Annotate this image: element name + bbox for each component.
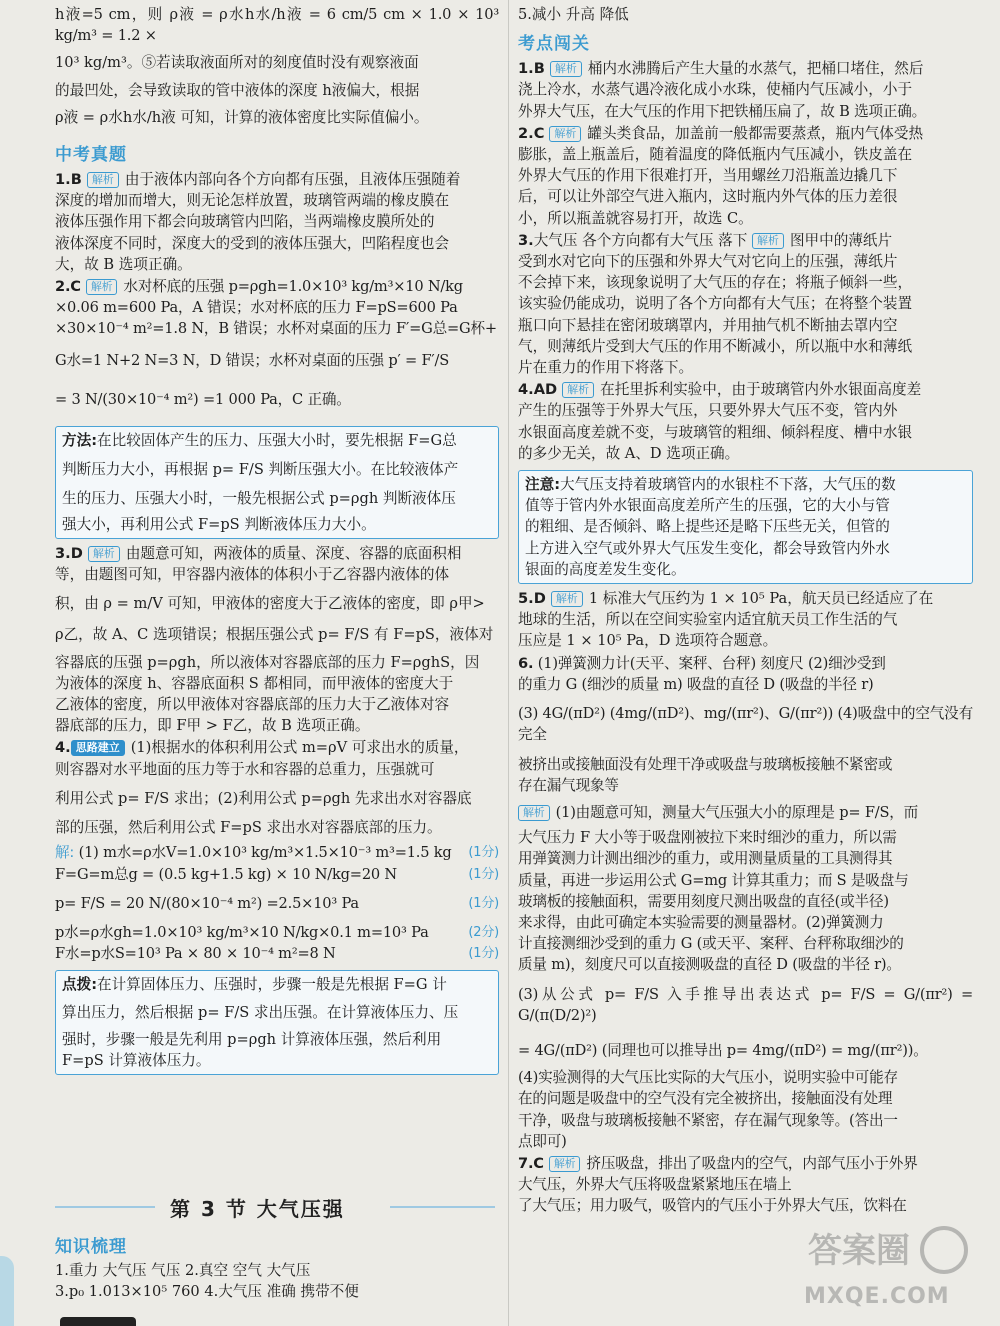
analysis-line: 等，由题图可知，甲容器内液体的体积小于乙容器内液体的体 [55,566,450,584]
question-2 [518,123,973,229]
box-heading: 注意: [525,476,561,494]
chapter-rule-right [390,1206,495,1208]
left-column [55,4,499,1079]
analysis-tag: 解析 [551,591,583,607]
analysis-line: 玻璃板的接触面积，需要用刻度尺测出吸盘的直径(或半径) [518,892,889,910]
question-6 [518,653,973,1152]
analysis-line: 外界大气压的作用下很难打开，当用螺丝刀沿瓶盖边撬几下 [518,167,898,185]
analysis-line: ρ乙，故 A、C 选项错误；根据压强公式 p= F/S 有 F=pS，液体对 [55,626,494,644]
analysis-line: 挤压吸盘，排出了吸盘内的空气，内部气压小于外界 [586,1154,918,1172]
analysis-line: 点即可) [518,1132,567,1150]
analysis-line: 地球的生活，所以在空间实验室内适宜航天员工作生活的气 [518,611,898,629]
analysis-line: 罐头类食品，加盖前一般都需要蒸煮，瓶内气体受热 [587,124,924,142]
watermark-site: MXQE.COM [804,1284,950,1309]
analysis-line: 压应是 1 × 10⁵ Pa，D 选项符合题意。 [518,632,778,650]
analysis-line: (3)从公式 p= F/S 入手推导出表达式 p= F/S = G/(πr²) = G/(π(D/2)²) [518,985,973,1024]
score-mark: (1分) [468,895,499,911]
analysis-line: 气，则薄纸片受到大气压的作用不断减小，所以瓶中水和薄纸 [518,337,913,355]
analysis-line: 为液体的深度 h、容器底面积 S 都相同，而甲液体的密度大于 [55,674,454,692]
analysis-line: 片在重力的作用下将落下。 [518,359,694,377]
analysis-line: 积，由 ρ = m/V 可知，甲液体的密度大于乙液体的密度，即 ρ甲> [55,595,485,613]
question-5 [518,588,973,652]
question-3 [518,230,973,378]
analysis-tag: 解析 [549,126,581,142]
analysis-line: 膨胀，盖上瓶盖后，随着温度的降低瓶内气压减小，铁皮盖在 [518,146,913,164]
question-4 [518,379,973,464]
answer-line: (3) 4G/(πD²) (4mg/(πD²)、mg/(πr²)、G/(πr²)) (4)吸盘中的空气没有完全 [518,705,973,744]
score-mark: (1分) [468,946,499,962]
analysis-tag: 解析 [88,546,120,562]
analysis-line: 了大气压；用力吸气，吸管内的气压小于外界大气压，饮料在 [518,1197,907,1215]
analysis-line: 器底部的压力，即 F甲 > F乙，故 B 选项正确。 [55,717,370,735]
analysis-line: 受到水对它向下的压强和外界大气对它向上的压强，薄纸片 [518,253,898,271]
solution-step: p水=ρ水gh=1.0×10³ kg/m³×10 N/kg×0.1 m=10³ Pa [55,923,429,941]
box-line: F=pS 计算液体压力。 [62,1051,211,1069]
box-line: 上方进入空气或外界大气压发生变化，都会导致管内外水 [525,539,890,557]
box-line: 算出压力，然后根据 p= F/S 求出压强。在计算液体压力、压 [62,1003,459,1021]
knowledge-line: 1.重力 大气压 气压 2.真空 空气 大气压 [55,1262,311,1279]
analysis-line: 用弹簧测力计测出细沙的重力，或用测量质量的工具测得其 [518,850,893,868]
analysis-line: 由于液体内部向各个方向都有压强，且液体压强随着 [124,171,461,189]
box-line: 判断压力大小，再根据 p= F/S 判断压强大小。在比较液体产 [62,461,459,479]
answer-key: 4.AD [518,381,558,399]
answer-key: 2.C [55,278,81,296]
watermark [804,1220,972,1312]
analysis-line: 大气压力 F 大小等于吸盘刚被拉下来时细沙的重力，所以需 [518,829,897,847]
analysis-line: 外界大气压，在大气压的作用下把铁桶压扁了，故 B 选项正确。 [518,102,927,120]
column-divider [508,0,509,1326]
question-3 [55,543,499,737]
box-heading: 点拨: [62,976,98,994]
analysis-line: 浇上冷水，水蒸气遇冷液化成小水珠，使桶内气压减小，小于 [518,81,913,99]
intro-line: h液=5 cm，则 ρ液 = ρ水h水/h液 = 6 cm/5 cm × 1.0 × 10³ kg/m³ = 1.2 × [55,6,499,45]
analysis-line: 在的问题是吸盘中的空气没有完全被挤出，接触面没有处理 [518,1090,893,1108]
analysis-line: 液体压强作用下都会向玻璃管内凹陷，当两端橡皮膜所处的 [55,213,435,231]
solution-step: F=G=m总g = (0.5 kg+1.5 kg) × 10 N/kg=20 N [55,865,397,883]
analysis-line: ×0.06 m=600 Pa，A 错误；水对杯底的压力 F=pS=600 Pa [55,299,458,317]
answer-key: 2.C [518,124,545,142]
analysis-tag: 解析 [752,233,784,249]
analysis-tag: 解析 [562,382,594,398]
watermark-text: 答案圈 [808,1231,910,1271]
analysis-line: 不会掉下来，该现象说明了大气压的存在；将瓶子倾斜一些， [518,274,913,292]
analysis-tag: 解析 [549,1156,581,1172]
answer-text: 大气压 各个方向都有大气压 落下 [533,231,748,249]
question-number: 6. [518,654,534,672]
analysis-line: 容器底的压强 p=ρgh，所以液体对容器底部的压力 F=ρghS，因 [55,653,480,671]
method-box [55,426,499,539]
box-line: 在计算固体压力、压强时，步骤一般是先根据 F=G 计 [97,976,447,994]
solution-step: (1) m水=ρ水V=1.0×10³ kg/m³×1.5×10⁻³ m³=1.5 kg [78,844,452,862]
tip-box [55,970,499,1075]
answer-line: 被挤出或接触面没有处理干净或吸盘与玻璃板接触不紧密或 [518,755,893,773]
analysis-line: 大气压，外界大气压将吸盘紧紧地压在墙上 [518,1176,792,1194]
analysis-line: 液体深度不同时，深度大的受到的液体压强大，凹陷程度也会 [55,234,450,252]
analysis-line: 后，可以让外部空气进入瓶内，这时瓶内外气体的压力差很 [518,188,898,206]
analysis-line: 水对杯底的压强 p=ρgh=1.0×10³ kg/m³×10 N/kg [123,278,463,296]
analysis-line: 质量，再进一步运用公式 G=mg 计算其重力；而 S 是吸盘与 [518,871,909,889]
analysis-line: 乙液体的密度，所以甲液体对容器底部的压力大于乙液体对容 [55,696,450,714]
analysis-line: 图甲中的薄纸片 [789,231,893,249]
page-edge-tab [0,1256,14,1326]
analysis-line: 在托里拆利实验中，由于玻璃管内外水银面高度差 [600,381,922,399]
chapter-rule-left [55,1206,155,1208]
knowledge-block [55,1234,499,1302]
analysis-tag: 解析 [86,279,118,295]
solution-step: F水=p水S=10³ Pa × 80 × 10⁻⁴ m²=8 N [55,945,336,963]
box-line: 生的压力、压强大小时，一般先根据公式 p=ρgh 判断液体压 [62,490,456,508]
question-7 [518,1153,973,1217]
analysis-line: 深度的增加而增大，则无论怎样放置，玻璃管两端的橡皮膜在 [55,192,450,210]
watermark-logo-icon [804,1220,972,1280]
answer-line: 的重力 G (细沙的质量 m) 吸盘的直径 D (吸盘的半径 r) [518,675,874,693]
analysis-line: 质量 m)，刻度尺可以直接测吸盘的直径 D (吸盘的半径 r)。 [518,956,901,974]
intro-block [55,4,499,128]
question-1 [518,58,973,122]
analysis-line: (1)由题意可知，测量大气压强大小的原理是 p= F/S，而 [555,803,919,821]
box-line: 强时，步骤一般是先利用 p=ρgh 计算液体压强，然后利用 [62,1030,442,1048]
section-heading-zhongkao: 中考真题 [55,145,127,166]
section-heading-knowledge: 知识梳理 [55,1237,127,1257]
analysis-line: 由题意可知，两液体的质量、深度、容器的底面积相 [125,544,462,562]
analysis-line: 桶内水沸腾后产生大量的水蒸气，把桶口堵住，然后 [587,60,924,78]
analysis-line: 1 标准大气压约为 1 × 10⁵ Pa，航天员已经适应了在 [588,590,934,608]
solution-label: 解: [55,844,75,862]
box-line: 的粗细、是否倾斜、略上提些还是略下压些无关，但管的 [525,518,890,536]
analysis-tag: 解析 [87,172,119,188]
analysis-line: 水银面高度差就不变，与玻璃管的粗细、倾斜程度、槽中水银 [518,423,913,441]
page-footer-bar [60,1317,136,1326]
section-heading-kaodian: 考点闯关 [518,34,590,55]
analysis-line: ×30×10⁻⁴ m²=1.8 N，B 错误；水杯对桌面的压力 F′=G总=G杯+ [55,320,497,338]
box-line: 大气压支持着玻璃管内的水银柱不下落，大气压的数 [560,476,896,494]
intro-line: ρ液 = ρ水h水/h液 可知，计算的液体密度比实际值偏小。 [55,108,429,126]
answer-key: 1.B [55,171,82,189]
knowledge-line: 3.p₀ 1.013×10⁵ 760 4.大气压 准确 携带不便 [55,1283,359,1301]
analysis-line: = 3 N/(30×10⁻⁴ m²) =1 000 Pa，C 正确。 [55,390,351,408]
thinking-tag: 思路建立 [71,740,125,756]
thinking-line: 则容器对水平地面的压力等于水和容器的总重力，压强就可 [55,760,435,778]
intro-line: 10³ kg/m³。⑤若读取液面所对的刻度值时没有观察液面 [55,54,419,72]
analysis-line: 瓶口向下悬挂在密闭玻璃罩内，并用抽气机不断抽去罩内空 [518,316,898,334]
answer-key: 5.D [518,590,546,608]
answer-line: 5.减小 升高 降低 [518,6,629,23]
intro-line: 的最凹处，会导致读取的管中液体的深度 h液偏大，根据 [55,81,420,99]
answer-key: 1.B [518,60,545,78]
question-1 [55,169,499,275]
analysis-line: 来求得，由此可确定本实验需要的测量器材。(2)弹簧测力 [518,913,884,931]
thinking-line: 部的压强，然后利用公式 F=pS 求出水对容器底部的压力。 [55,819,442,837]
answer-key: 3.D [55,544,83,562]
box-line: 在比较固体产生的压力、压强大小时，要先根据 F=G总 [97,432,457,450]
analysis-line: G水=1 N+2 N=3 N，D 错误；水杯对桌面的压强 p′ = F′/S [55,351,450,369]
analysis-tag: 解析 [550,61,582,77]
question-number: 3. [518,231,534,249]
solution-step: p= F/S = 20 N/(80×10⁻⁴ m²) =2.5×10³ Pa [55,894,359,912]
thinking-line: (1)根据水的体积利用公式 m=ρV 可求出水的质量， [130,739,469,757]
question-number: 4. [55,739,71,757]
thinking-line: 利用公式 p= F/S 求出；(2)利用公式 p=ρgh 先求出水对容器底 [55,789,472,807]
analysis-line: = 4G/(πD²) (同理也可以推导出 p= 4mg/(πD²) = mg/(πr²))。 [518,1041,928,1059]
note-box [518,470,973,584]
question-4 [55,737,499,964]
analysis-tag: 解析 [518,805,550,821]
analysis-line: 该实验仍能成功，说明了各个方向都有大气压；在将整个装置 [518,295,913,313]
answer-line: 存在漏气现象等 [518,776,619,794]
box-heading: 方法: [62,432,98,450]
question-2 [55,276,499,410]
answer-key: 7.C [518,1154,544,1172]
analysis-line: 小，所以瓶盖就容易打开，故选 C。 [518,209,753,227]
box-line: 值等于管内外水银面高度差所产生的压强，它的大小与管 [525,497,890,515]
score-mark: (1分) [468,845,499,861]
analysis-line: 计直接测细沙受到的重力 G (或天平、案秤、台秤称取细沙的 [518,935,904,953]
score-mark: (1分) [468,866,499,882]
box-line: 强大小，再利用公式 F=pS 判断液体压力大小。 [62,515,376,533]
analysis-line: 干净，吸盘与玻璃板接触不紧密，存在漏气现象等。(答出一 [518,1111,898,1129]
answer-line: (1)弹簧测力计(天平、案秤、台秤) 刻度尺 (2)细沙受到 [537,654,886,672]
box-line: 银面的高度差发生变化。 [525,560,686,578]
chapter-title: 第 3 节 大气压强 [170,1197,345,1221]
analysis-line: 产生的压强等于外界大气压，只要外界大气压不变，管内外 [518,402,898,420]
analysis-line: 的多少无关，故 A、D 选项正确。 [518,444,740,462]
analysis-line: 大，故 B 选项正确。 [55,255,192,273]
right-column [518,4,973,1217]
score-mark: (2分) [468,924,499,940]
analysis-line: (4)实验测得的大气压比实际的大气压小，说明实验中可能存 [518,1069,898,1087]
